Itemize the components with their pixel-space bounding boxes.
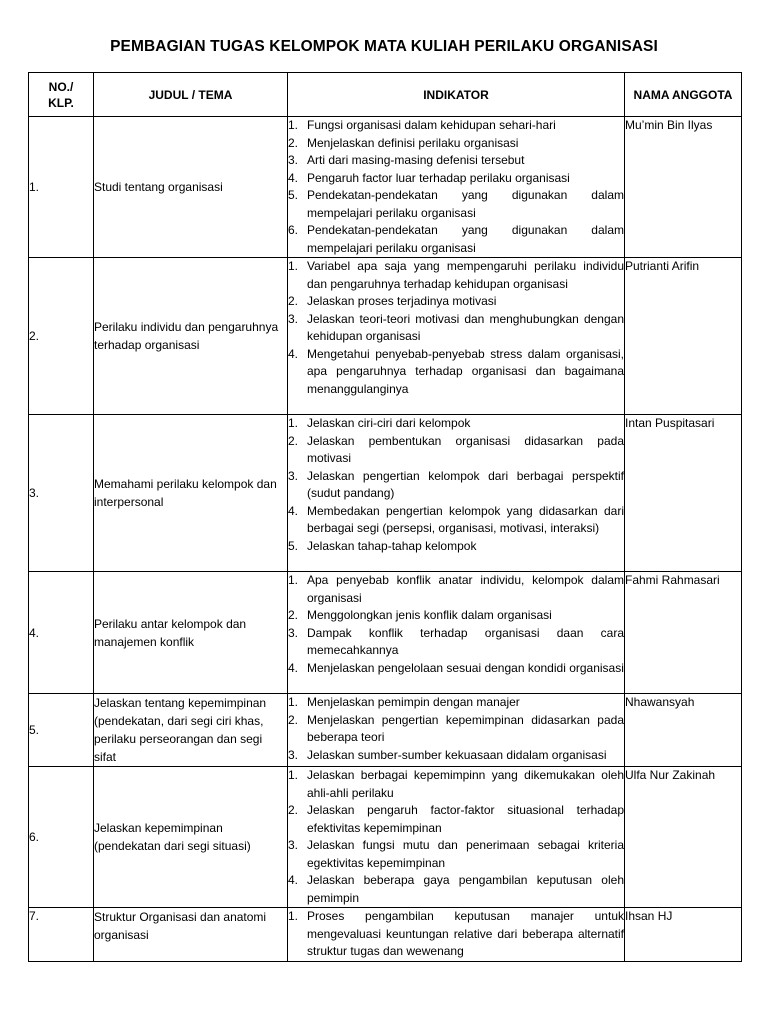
indicator-item	[288, 258, 624, 293]
indicator-item	[288, 712, 624, 747]
indicator-list	[288, 415, 624, 555]
indicator-item	[288, 607, 624, 625]
table-row	[29, 908, 742, 962]
indicator-text: Menjelaskan definisi perilaku organisasi	[307, 135, 519, 150]
indicator-text: Menggolongkan jenis konflik dalam organisasi	[307, 608, 552, 622]
row-indicators	[288, 767, 625, 908]
row-member-name: Ihsan HJ	[625, 908, 742, 962]
header-no-line1: NO./	[48, 79, 74, 94]
indicator-text: Mengetahui penyebab-penyebab stress dalam organisasi, apa pengaruhnya terhadap organisasi dan bagaimana menanggulanginya	[307, 346, 624, 396]
indicator-text: Arti dari masing-masing defenisi tersebut	[307, 153, 525, 167]
indicator-text: Jelaskan beberapa gaya pengambilan keputusan oleh pemimpin	[307, 873, 624, 905]
row-topic: Perilaku individu dan pengaruhnya terhadap organisasi	[94, 258, 288, 415]
indicator-text: Fungsi organisasi dalam kehidupan sehari-hari	[307, 118, 556, 132]
indicator-list	[288, 258, 624, 398]
indicator-text: Jelaskan sumber-sumber kekuasaan didalam organisasi	[307, 747, 607, 762]
row-indicators	[288, 415, 625, 572]
indicator-number: 1.	[288, 259, 299, 273]
indicator-text: Jelaskan fungsi mutu dan penerimaan sebagai kriteria egektivitas kepemimpinan	[307, 838, 624, 870]
indicator-item	[288, 311, 624, 346]
indicator-number: 2.	[288, 294, 299, 308]
indicator-text: Jelaskan pengertian kelompok dari berbagai perspektif (sudut pandang)	[307, 468, 624, 500]
indicator-number: 5.	[288, 538, 299, 553]
indicator-item	[288, 222, 624, 257]
header-no	[29, 73, 94, 117]
row-number: 6.	[29, 767, 94, 908]
indicator-number: 1.	[288, 573, 299, 587]
row-indicators	[288, 117, 625, 258]
indicator-number: 1.	[288, 416, 299, 430]
indicator-item	[288, 117, 624, 135]
indicator-item	[288, 660, 624, 678]
header-no-line2: KLP.	[48, 95, 74, 110]
table-row	[29, 572, 742, 694]
indicator-text: Variabel apa saja yang mempengaruhi perilaku individu dan pengaruhnya terhadap kehidupan organisasi	[307, 259, 624, 291]
indicator-list	[288, 767, 624, 907]
indicator-text: Dampak konflik terhadap organisasi daan cara memecahkannya	[307, 625, 624, 657]
indicator-text: Jelaskan pengaruh factor-faktor situasional terhadap efektivitas kepemimpinan	[307, 803, 624, 835]
row-indicators	[288, 908, 625, 962]
indicator-text: Pendekatan-pendekatan yang digunakan dalam mempelajari perilaku organisasi	[307, 188, 624, 220]
indicator-number: 6.	[288, 223, 299, 237]
indicator-text: Jelaskan pembentukan organisasi didasarkan pada motivasi	[307, 433, 624, 465]
row-number: 7.	[29, 908, 94, 962]
indicator-number: 4.	[288, 170, 299, 185]
indicator-number: 1.	[288, 909, 299, 923]
indicator-text: Pendekatan-pendekatan yang digunakan dalam mempelajari perilaku organisasi	[307, 223, 624, 255]
row-member-name: Nhawansyah	[625, 694, 742, 767]
indicator-text: Jelaskan teori-teori motivasi dan menghubungkan dengan kehidupan organisasi	[307, 311, 624, 343]
row-number: 2.	[29, 258, 94, 415]
indicator-number: 1.	[288, 695, 299, 709]
indicator-list	[288, 572, 624, 677]
indicator-number: 2.	[288, 433, 299, 448]
row-member-name: Intan Puspitasari	[625, 415, 742, 572]
document-title: PEMBAGIAN TUGAS KELOMPOK MATA KULIAH PERILAKU ORGANISASI	[110, 38, 658, 55]
row-number: 3.	[29, 415, 94, 572]
row-number: 1.	[29, 117, 94, 258]
indicator-text: Menjelaskan pengertian kepemimpinan didasarkan pada beberapa teori	[307, 712, 624, 744]
row-topic: Memahami perilaku kelompok dan interpersonal	[94, 415, 288, 572]
indicator-number: 2.	[288, 712, 299, 727]
indicator-number: 5.	[288, 188, 299, 202]
indicator-text: Menjelaskan pengelolaan sesuai dengan kondidi organisasi	[307, 660, 624, 675]
indicator-item	[288, 802, 624, 837]
indicator-text: Membedakan pengertian kelompok yang didasarkan dari berbagai segi (persepsi, organisasi, motivasi, interaksi)	[307, 503, 624, 535]
indicator-item	[288, 625, 624, 660]
assignment-table	[28, 72, 742, 962]
row-indicators	[288, 694, 625, 767]
indicator-list	[288, 908, 624, 961]
indicator-item	[288, 503, 624, 538]
indicator-item	[288, 767, 624, 802]
indicator-text: Jelaskan tahap-tahap kelompok	[307, 538, 477, 553]
indicator-text: Pengaruh factor luar terhadap perilaku organisasi	[307, 170, 570, 185]
indicator-number: 4.	[288, 660, 299, 675]
indicator-text: Apa penyebab konflik anatar individu, kelompok dalam organisasi	[307, 573, 624, 605]
indicator-item	[288, 187, 624, 222]
indicator-number: 2.	[288, 608, 299, 622]
table-row	[29, 694, 742, 767]
table-row	[29, 258, 742, 415]
indicator-number: 4.	[288, 873, 299, 887]
indicator-item	[288, 170, 624, 188]
indicator-list	[288, 117, 624, 257]
indicator-text: Jelaskan berbagai kepemimpinn yang dikemukakan oleh ahli-ahli perilaku	[307, 768, 624, 800]
row-topic: Struktur Organisasi dan anatomi organisasi	[94, 908, 288, 962]
indicator-item	[288, 747, 624, 765]
table-row	[29, 767, 742, 908]
indicator-item	[288, 135, 624, 153]
row-number: 5.	[29, 694, 94, 767]
indicator-number: 2.	[288, 135, 299, 150]
row-topic: Perilaku antar kelompok dan manajemen konflik	[94, 572, 288, 694]
indicator-text: Proses pengambilan keputusan manajer untuk mengevaluasi keuntungan relative dari beberapa alternatif struktur tugas dan wewenang	[307, 909, 624, 958]
indicator-item	[288, 837, 624, 872]
indicator-item	[288, 872, 624, 907]
indicator-item	[288, 152, 624, 170]
indicator-item	[288, 694, 624, 712]
indicator-text: Jelaskan proses terjadinya motivasi	[307, 294, 497, 308]
indicator-item	[288, 293, 624, 311]
indicator-item	[288, 538, 624, 556]
indicator-number: 1.	[288, 118, 299, 132]
indicator-item	[288, 346, 624, 399]
indicator-number: 3.	[288, 153, 299, 167]
row-member-name: Putrianti Arifin	[625, 258, 742, 415]
indicator-item	[288, 415, 624, 433]
row-number: 4.	[29, 572, 94, 694]
header-nama: NAMA ANGGOTA	[625, 73, 742, 117]
indicator-number: 2.	[288, 803, 299, 817]
indicator-number: 3.	[288, 468, 299, 483]
indicator-text: Menjelaskan pemimpin dengan manajer	[307, 695, 520, 709]
row-indicators	[288, 258, 625, 415]
indicator-number: 3.	[288, 625, 299, 640]
indicator-text: Jelaskan ciri-ciri dari kelompok	[307, 416, 471, 430]
table-row	[29, 415, 742, 572]
indicator-list	[288, 694, 624, 764]
indicator-item	[288, 433, 624, 468]
table-row	[29, 117, 742, 258]
indicator-item	[288, 908, 624, 961]
row-topic: Jelaskan tentang kepemimpinan (pendekatan, dari segi ciri khas, perilaku perseorangan dan segi sifat	[94, 694, 288, 767]
row-member-name: Fahmi Rahmasari	[625, 572, 742, 694]
header-judul: JUDUL / TEMA	[94, 73, 288, 117]
indicator-number: 3.	[288, 838, 299, 852]
row-indicators	[288, 572, 625, 694]
row-topic: Studi tentang organisasi	[94, 117, 288, 258]
row-topic: Jelaskan kepemimpinan (pendekatan dari segi situasi)	[94, 767, 288, 908]
row-member-name: Ulfa Nur Zakinah	[625, 767, 742, 908]
indicator-item	[288, 572, 624, 607]
table-body	[29, 117, 742, 962]
indicator-number: 1.	[288, 768, 299, 782]
indicator-item	[288, 468, 624, 503]
indicator-number: 3.	[288, 747, 299, 762]
table-header-row	[29, 73, 742, 117]
row-member-name: Mu’min Bin Ilyas	[625, 117, 742, 258]
indicator-number: 4.	[288, 346, 299, 361]
indicator-number: 3.	[288, 311, 299, 326]
indicator-number: 4.	[288, 503, 299, 518]
header-indikator: INDIKATOR	[288, 73, 625, 117]
